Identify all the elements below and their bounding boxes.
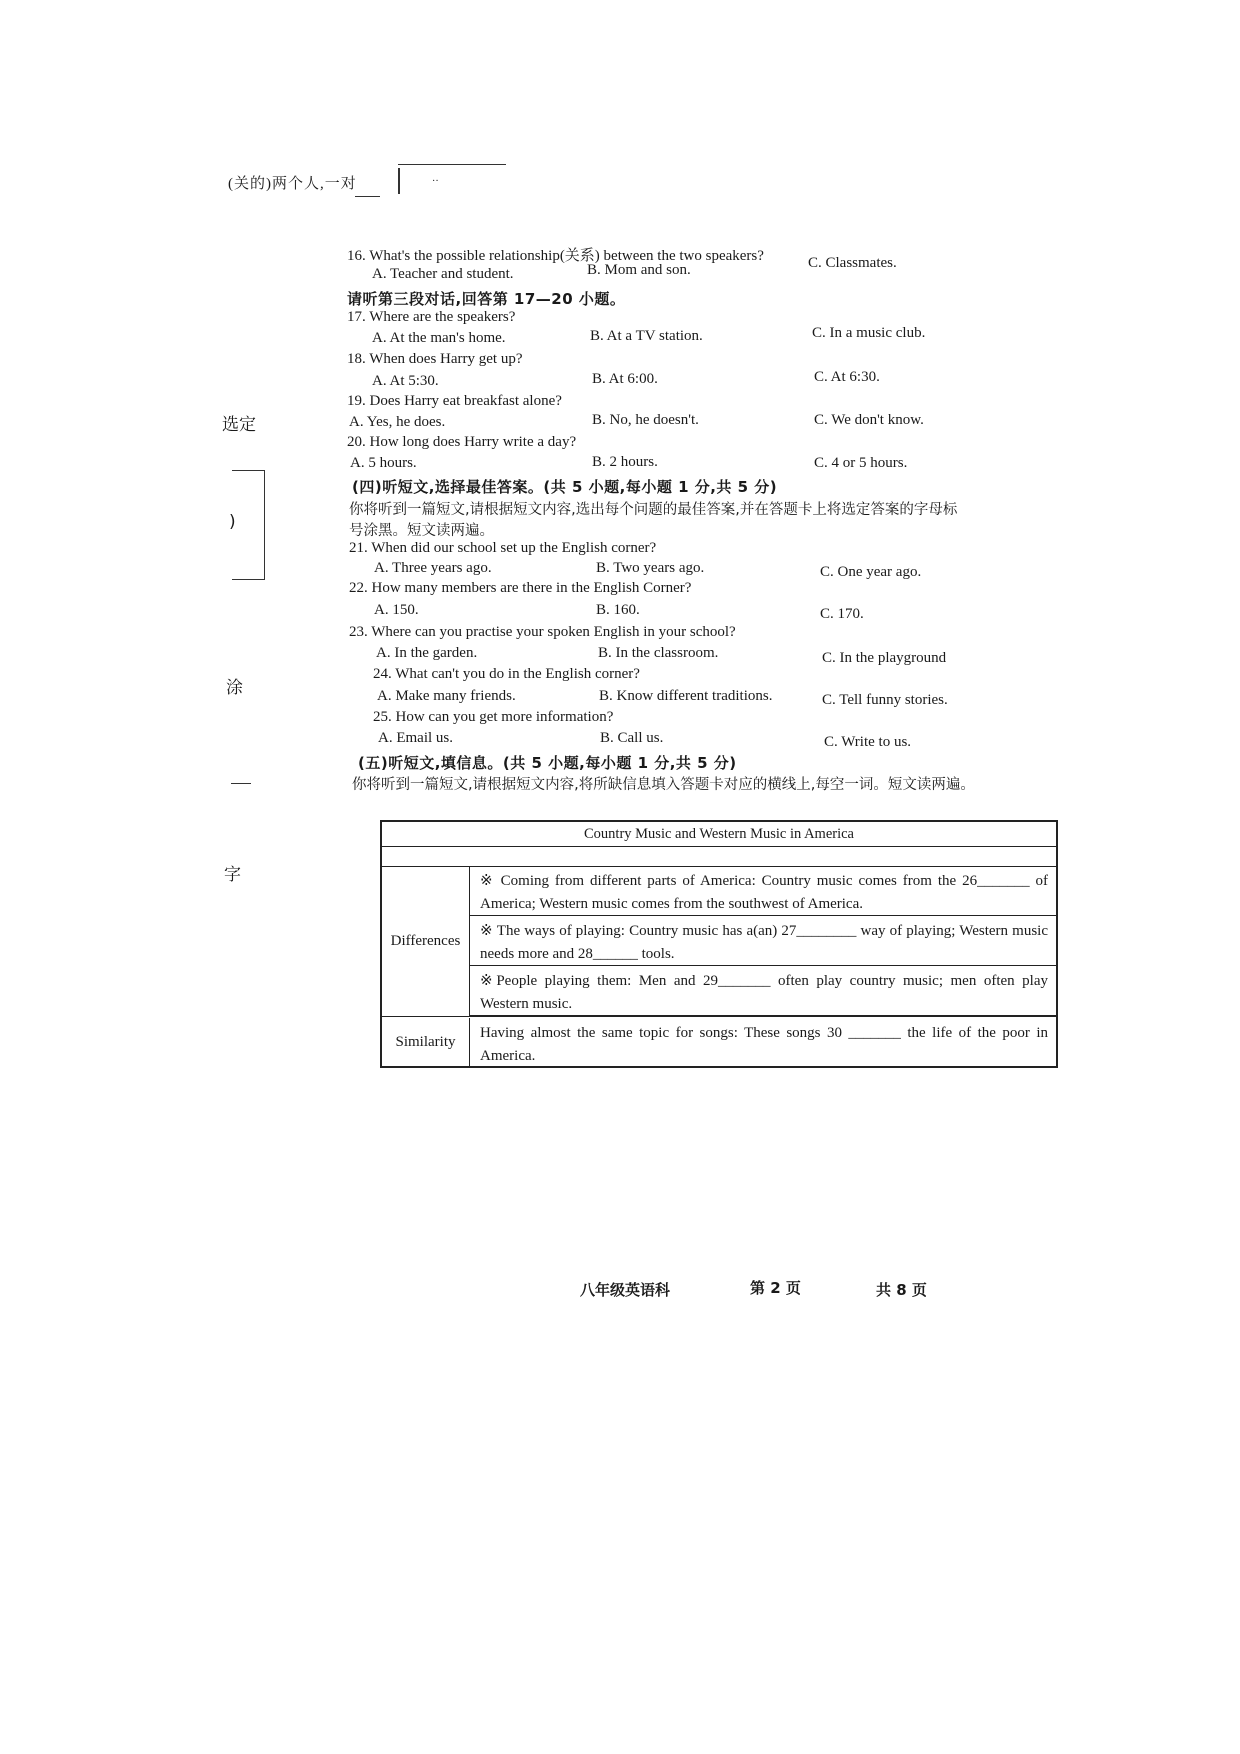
top-underline bbox=[355, 196, 380, 197]
q16-option-c: C. Classmates. bbox=[808, 255, 897, 271]
section-5-heading: (五)听短文,填信息。(共 5 小题,每小题 1 分,共 5 分) bbox=[358, 754, 737, 772]
q19-option-b: B. No, he doesn't. bbox=[592, 412, 699, 428]
q24-option-b: B. Know different traditions. bbox=[599, 688, 773, 704]
question-24: 24. What can't you do in the English corner? bbox=[373, 666, 640, 682]
q18-option-c: C. At 6:30. bbox=[814, 369, 880, 385]
question-25: 25. How can you get more information? bbox=[373, 709, 614, 725]
section-5-instruction: 你将听到一篇短文,请根据短文内容,将所缺信息填入答题卡对应的横线上,每空一词。短文读两遍。 bbox=[352, 777, 975, 793]
table-title: Country Music and Western Music in America bbox=[382, 822, 1056, 847]
q18-option-a: A. At 5:30. bbox=[372, 373, 439, 389]
top-rule bbox=[398, 164, 506, 165]
q17-option-c: C. In a music club. bbox=[812, 325, 926, 341]
q17-option-b: B. At a TV station. bbox=[590, 328, 703, 344]
q24-option-c: C. Tell funny stories. bbox=[822, 692, 948, 708]
q23-option-a: A. In the garden. bbox=[376, 645, 478, 661]
q16-option-a: A. Teacher and student. bbox=[372, 266, 514, 282]
q21-option-b: B. Two years ago. bbox=[596, 560, 705, 576]
section-4-instruction-line2: 号涂黑。短文读两遍。 bbox=[349, 523, 494, 539]
q18-option-b: B. At 6:00. bbox=[592, 371, 658, 387]
instruction-17-20: 请听第三段对话,回答第 17—20 小题。 bbox=[347, 290, 626, 308]
table-row-2: ※ The ways of playing: Country music has a(an) 27________ way of playing; Western music needs more and 28______ tools. bbox=[470, 916, 1056, 966]
top-dots: ·· bbox=[432, 176, 439, 187]
question-22: 22. How many members are there in the English Corner? bbox=[349, 580, 692, 596]
question-19: 19. Does Harry eat breakfast alone? bbox=[347, 393, 562, 409]
footer-total: 共 8 页 bbox=[876, 1281, 927, 1299]
q22-option-b: B. 160. bbox=[596, 602, 640, 618]
margin-fragment-3: 涂 bbox=[226, 678, 243, 698]
q19-option-c: C. We don't know. bbox=[814, 412, 924, 428]
q25-option-c: C. Write to us. bbox=[824, 734, 912, 750]
table-divider bbox=[382, 1016, 1056, 1017]
q23-option-c: C. In the playground bbox=[822, 650, 947, 666]
table-row-3: ※People playing them: Men and 29_______ often play country music; men often play Western music. bbox=[470, 966, 1056, 1016]
question-20: 20. How long does Harry write a day? bbox=[347, 434, 577, 450]
q23-option-b: B. In the classroom. bbox=[598, 645, 719, 661]
q19-option-a: A. Yes, he does. bbox=[349, 414, 446, 430]
section-4-heading: (四)听短文,选择最佳答案。(共 5 小题,每小题 1 分,共 5 分) bbox=[352, 478, 778, 496]
question-17: 17. Where are the speakers? bbox=[347, 309, 516, 325]
margin-dash bbox=[231, 783, 251, 784]
margin-bracket bbox=[232, 470, 265, 580]
question-16: 16. What's the possible relationship(关系) between the two speakers? bbox=[347, 248, 764, 264]
top-bar bbox=[398, 168, 400, 194]
question-21: 21. When did our school set up the English corner? bbox=[349, 540, 657, 556]
q24-option-a: A. Make many friends. bbox=[377, 688, 516, 704]
q25-option-a: A. Email us. bbox=[378, 730, 453, 746]
table-row-1: ※ Coming from different parts of America: Country music comes from the 26_______ of America; Western music comes from the southwest of America. bbox=[470, 866, 1056, 916]
q16-option-b: B. Mom and son. bbox=[587, 262, 691, 278]
q22-option-a: A. 150. bbox=[374, 602, 419, 618]
table-blank-row bbox=[382, 846, 1056, 867]
margin-fragment-2: ) bbox=[229, 512, 236, 532]
question-23: 23. Where can you practise your spoken English in your school? bbox=[349, 624, 736, 640]
top-stub-text: (关的)两个人,一对 bbox=[228, 176, 357, 192]
section-4-instruction-line1: 你将听到一篇短文,请根据短文内容,选出每个问题的最佳答案,并在答题卡上将选定答案的字母标 bbox=[349, 502, 958, 518]
question-18: 18. When does Harry get up? bbox=[347, 351, 523, 367]
footer-page: 第 2 页 bbox=[750, 1279, 801, 1297]
q20-option-a: A. 5 hours. bbox=[350, 455, 417, 471]
info-table bbox=[380, 820, 1058, 1068]
table-row-4: Having almost the same topic for songs: These songs 30 _______ the life of the poor in America. bbox=[480, 1025, 1048, 1064]
table-label-differences: Differences bbox=[382, 866, 470, 1016]
footer-subject: 八年级英语科 bbox=[580, 1281, 671, 1299]
q17-option-a: A. At the man's home. bbox=[372, 330, 506, 346]
q22-option-c: C. 170. bbox=[820, 606, 864, 622]
margin-fragment-1: 选定 bbox=[222, 415, 256, 435]
table-label-similarity: Similarity bbox=[382, 1018, 470, 1066]
q20-option-b: B. 2 hours. bbox=[592, 454, 658, 470]
q21-option-c: C. One year ago. bbox=[820, 564, 922, 580]
q25-option-b: B. Call us. bbox=[600, 730, 664, 746]
q20-option-c: C. 4 or 5 hours. bbox=[814, 455, 908, 471]
q21-option-a: A. Three years ago. bbox=[374, 560, 492, 576]
margin-fragment-4: 字 bbox=[224, 865, 241, 885]
